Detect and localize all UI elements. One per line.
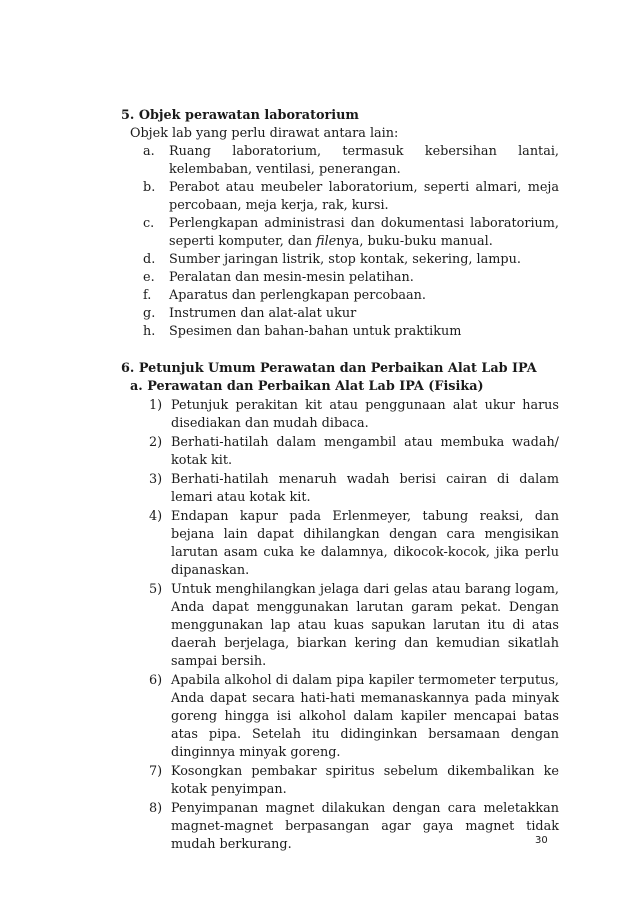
list-item-b [121, 179, 559, 215]
list-item-text: Ruang laboratorium, termasuk kebersihan lantai, kelembaban, ventilasi, penerangan. [169, 144, 559, 177]
list-marker: 2) [149, 435, 163, 450]
section-5-list [121, 143, 559, 341]
section-6a-list [121, 397, 559, 854]
list-marker: h. [143, 324, 156, 339]
page-number: 30 [535, 835, 548, 846]
list-marker: 5) [149, 582, 163, 597]
list-item-1 [121, 397, 559, 433]
list-marker: c. [143, 216, 155, 231]
list-item-c [121, 215, 559, 251]
list-item-text [169, 215, 559, 251]
list-item-text: Instrumen dan alat-alat ukur [169, 306, 357, 321]
section-5-intro: Objek lab yang perlu dirawat antara lain: [130, 126, 399, 141]
section-6-heading: 6. Petunjuk Umum Perawatan dan Perbaikan Alat Lab IPA [121, 361, 537, 376]
list-item-d [121, 251, 559, 269]
list-item-g [121, 305, 559, 323]
list-marker: 4) [149, 509, 163, 524]
list-marker: g. [143, 306, 156, 321]
list-item-text: Perabot atau meubeler laboratorium, seperti almari, meja percobaan, meja kerja, rak, kursi. [169, 180, 559, 213]
list-item-text: Berhati-hatilah menaruh wadah berisi cairan di dalam lemari atau kotak kit. [171, 472, 559, 505]
list-marker: f. [143, 288, 152, 303]
list-marker: d. [143, 252, 156, 267]
page-content [121, 105, 559, 854]
list-item-8 [121, 800, 559, 854]
list-item-text: Peralatan dan mesin-mesin pelatihan. [169, 270, 414, 285]
list-marker: 6) [149, 673, 163, 688]
list-marker: a. [143, 144, 155, 159]
list-item-text: Sumber jaringan listrik, stop kontak, sekering, lampu. [169, 252, 521, 267]
list-item-a [121, 143, 559, 179]
list-item-text: Apabila alkohol di dalam pipa kapiler termometer terputus, Anda dapat secara hati-hati memanaskannya pada minyak goreng hingga isi alkohol dalam kapiler mencapai batas atas pipa. Setelah itu didinginkan bersamaan dengan dinginnya minyak goreng. [171, 673, 559, 760]
list-item-h [121, 323, 559, 341]
list-item-f [121, 287, 559, 305]
list-item-text: Endapan kapur pada Erlenmeyer, tabung reaksi, dan bejana lain dapat dihilangkan dengan cara mengisikan larutan asam cuka ke dalamnya, dikocok-kocok, jika perlu dipanaskan. [171, 509, 559, 578]
list-item-text: Penyimpanan magnet dilakukan dengan cara meletakkan magnet-magnet berpasangan agar gaya magnet tidak mudah berkurang. [171, 801, 559, 852]
list-item-text-post: nya, buku-buku manual. [336, 234, 493, 249]
list-marker: b. [143, 180, 156, 195]
list-item-6 [121, 672, 559, 762]
list-item-7 [121, 763, 559, 799]
list-item-4 [121, 508, 559, 580]
list-item-text: Spesimen dan bahan-bahan untuk praktikum [169, 324, 462, 339]
list-marker: e. [143, 270, 155, 285]
list-item-text: Aparatus dan perlengkapan percobaan. [169, 288, 426, 303]
list-item-3 [121, 471, 559, 507]
section-5-heading: 5. Objek perawatan laboratorium [121, 108, 359, 123]
list-item-2 [121, 434, 559, 470]
list-marker: 1) [149, 398, 163, 413]
list-item-text: Untuk menghilangkan jelaga dari gelas atau barang logam, Anda dapat menggunakan larutan garam pekat. Dengan menggunakan lap atau kuas sapukan larutan itu di atas daerah berjelaga, biarkan kering dan kemudian sikatlah sampai bersih. [171, 582, 559, 669]
list-item-e [121, 269, 559, 287]
emphasis-file: file [316, 234, 337, 249]
list-item-text: Kosongkan pembakar spiritus sebelum dikembalikan ke kotak penyimpan. [171, 764, 559, 797]
list-item-text-pre: Perlengkapan administrasi dan dokumentasi laboratorium, seperti komputer, dan [169, 216, 559, 249]
section-6a-subheading: a. Perawatan dan Perbaikan Alat Lab IPA (Fisika) [130, 379, 484, 394]
list-marker: 7) [149, 764, 163, 779]
list-marker: 8) [149, 801, 163, 816]
list-item-text: Berhati-hatilah dalam mengambil atau membuka wadah/ kotak kit. [171, 435, 559, 468]
list-marker: 3) [149, 472, 163, 487]
list-item-5 [121, 581, 559, 671]
list-item-text: Petunjuk perakitan kit atau penggunaan alat ukur harus disediakan dan mudah dibaca. [171, 398, 559, 431]
